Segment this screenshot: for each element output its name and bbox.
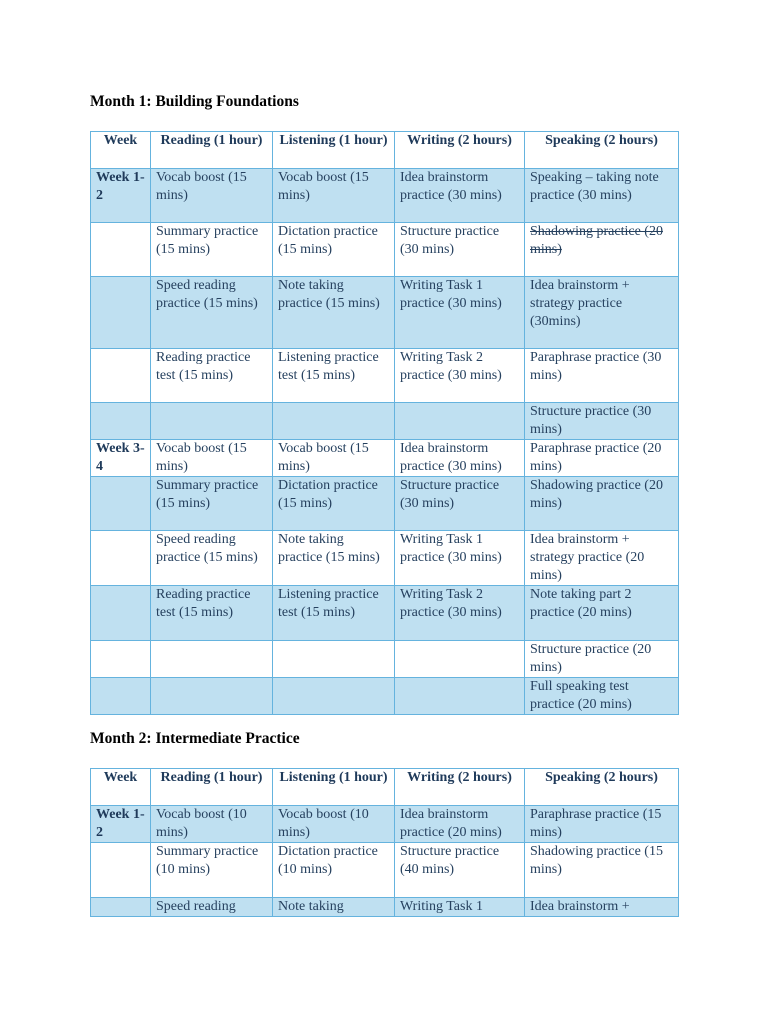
- table-row: [91, 641, 679, 678]
- header-week: Week: [91, 769, 151, 806]
- week-cell: [91, 223, 151, 277]
- header-reading: Reading (1 hour): [151, 769, 273, 806]
- writing-cell: Structure practice (30 mins): [395, 477, 525, 531]
- header-writing: Writing (2 hours): [395, 769, 525, 806]
- writing-cell: Structure practice (30 mins): [395, 223, 525, 277]
- listening-cell: Dictation practice (15 mins): [273, 477, 395, 531]
- table-row: [91, 223, 679, 277]
- listening-cell: Dictation practice (10 mins): [273, 843, 395, 898]
- speaking-cell: Paraphrase practice (15 mins): [525, 806, 679, 843]
- writing-cell: [395, 403, 525, 440]
- week-cell: [91, 641, 151, 678]
- month2-table: [90, 768, 679, 917]
- week-cell: Week 1-2: [91, 169, 151, 223]
- week-cell: [91, 678, 151, 715]
- week-cell: Week 3-4: [91, 440, 151, 477]
- week-cell: [91, 586, 151, 641]
- writing-cell: Writing Task 2 practice (30 mins): [395, 349, 525, 403]
- writing-cell: Idea brainstorm practice (20 mins): [395, 806, 525, 843]
- reading-cell: Speed reading practice (15 mins): [151, 277, 273, 349]
- reading-cell: Summary practice (15 mins): [151, 477, 273, 531]
- reading-cell: Vocab boost (15 mins): [151, 440, 273, 477]
- week-cell: [91, 898, 151, 917]
- speaking-cell: Note taking part 2 practice (20 mins): [525, 586, 679, 641]
- listening-cell: [273, 678, 395, 715]
- reading-cell: Vocab boost (15 mins): [151, 169, 273, 223]
- month1-heading: Month 1: Building Foundations: [90, 93, 299, 110]
- speaking-cell: Structure practice (20 mins): [525, 641, 679, 678]
- speaking-cell-struck: Shadowing practice (20 mins): [525, 223, 679, 277]
- listening-cell: Listening practice test (15 mins): [273, 586, 395, 641]
- month1-header-row: [91, 132, 679, 169]
- speaking-cell: Shadowing practice (20 mins): [525, 477, 679, 531]
- week-cell: [91, 403, 151, 440]
- writing-cell: Idea brainstorm practice (30 mins): [395, 169, 525, 223]
- month2-heading: Month 2: Intermediate Practice: [90, 730, 300, 747]
- reading-cell: [151, 403, 273, 440]
- header-reading: Reading (1 hour): [151, 132, 273, 169]
- writing-cell: [395, 678, 525, 715]
- week-cell: [91, 531, 151, 586]
- reading-cell: [151, 641, 273, 678]
- listening-cell: Vocab boost (15 mins): [273, 169, 395, 223]
- table-row: [91, 477, 679, 531]
- reading-cell: Summary practice (10 mins): [151, 843, 273, 898]
- week-cell: Week 1-2: [91, 806, 151, 843]
- table-row: [91, 440, 679, 477]
- reading-cell: Speed reading practice (15 mins): [151, 531, 273, 586]
- listening-cell: Note taking practice (15 mins): [273, 277, 395, 349]
- reading-cell: Reading practice test (15 mins): [151, 586, 273, 641]
- reading-cell: [151, 678, 273, 715]
- writing-cell: Structure practice (40 mins): [395, 843, 525, 898]
- listening-cell: [273, 641, 395, 678]
- speaking-cell: Shadowing practice (15 mins): [525, 843, 679, 898]
- header-writing: Writing (2 hours): [395, 132, 525, 169]
- writing-cell: Writing Task 1 practice (30 mins): [395, 531, 525, 586]
- writing-cell: Writing Task 1: [395, 898, 525, 917]
- week-cell: [91, 349, 151, 403]
- table-row: [91, 349, 679, 403]
- reading-cell: Speed reading: [151, 898, 273, 917]
- month2-header-row: [91, 769, 679, 806]
- listening-cell: Dictation practice (15 mins): [273, 223, 395, 277]
- writing-cell: Writing Task 2 practice (30 mins): [395, 586, 525, 641]
- table-row: [91, 277, 679, 349]
- writing-cell: Writing Task 1 practice (30 mins): [395, 277, 525, 349]
- week-cell: [91, 277, 151, 349]
- reading-cell: Reading practice test (15 mins): [151, 349, 273, 403]
- speaking-cell: Full speaking test practice (20 mins): [525, 678, 679, 715]
- header-speaking: Speaking (2 hours): [525, 769, 679, 806]
- speaking-cell: Idea brainstorm + strategy practice (20 mins): [525, 531, 679, 586]
- week-cell: [91, 477, 151, 531]
- table-row: [91, 806, 679, 843]
- speaking-cell: Idea brainstorm + strategy practice (30mins): [525, 277, 679, 349]
- speaking-cell: Paraphrase practice (20 mins): [525, 440, 679, 477]
- month1-table: [90, 131, 679, 715]
- table-row: [91, 678, 679, 715]
- listening-cell: Note taking: [273, 898, 395, 917]
- reading-cell: Summary practice (15 mins): [151, 223, 273, 277]
- table-row: [91, 898, 679, 917]
- listening-cell: Note taking practice (15 mins): [273, 531, 395, 586]
- table-row: [91, 843, 679, 898]
- speaking-cell: Paraphrase practice (30 mins): [525, 349, 679, 403]
- reading-cell: Vocab boost (10 mins): [151, 806, 273, 843]
- header-listening: Listening (1 hour): [273, 769, 395, 806]
- speaking-cell: Structure practice (30 mins): [525, 403, 679, 440]
- header-speaking: Speaking (2 hours): [525, 132, 679, 169]
- speaking-cell: Idea brainstorm +: [525, 898, 679, 917]
- listening-cell: Vocab boost (15 mins): [273, 440, 395, 477]
- listening-cell: Vocab boost (10 mins): [273, 806, 395, 843]
- writing-cell: [395, 641, 525, 678]
- table-row: [91, 531, 679, 586]
- week-cell: [91, 843, 151, 898]
- writing-cell: Idea brainstorm practice (30 mins): [395, 440, 525, 477]
- table-row: [91, 403, 679, 440]
- table-row: [91, 586, 679, 641]
- header-listening: Listening (1 hour): [273, 132, 395, 169]
- listening-cell: Listening practice test (15 mins): [273, 349, 395, 403]
- header-week: Week: [91, 132, 151, 169]
- table-row: [91, 169, 679, 223]
- speaking-cell: Speaking – taking note practice (30 mins): [525, 169, 679, 223]
- listening-cell: [273, 403, 395, 440]
